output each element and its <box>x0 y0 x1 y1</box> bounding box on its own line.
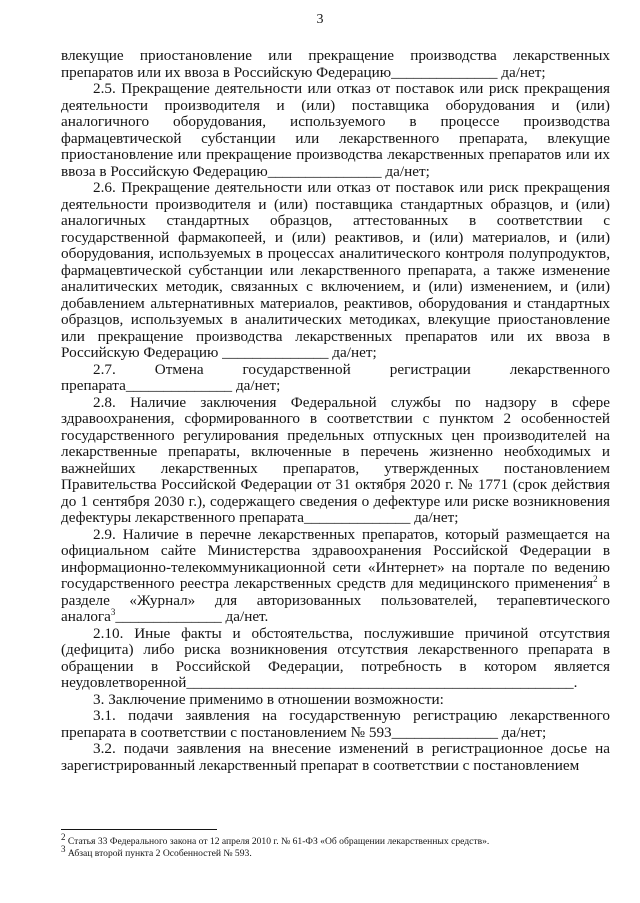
page-number: 3 <box>316 12 324 27</box>
footnote-ref-3: 3 <box>110 606 116 617</box>
footnote-2-text: Статья 33 Федерального закона от 12 апреля 2010 г. № 61-ФЗ «Об обращении лекарственных средств». <box>65 836 490 847</box>
footnotes <box>61 831 610 859</box>
paragraph-2-5: 2.5. Прекращение деятельности или отказ от поставок или риск прекращения деятельности производителя и (или) поставщика оборудования и (или) аналогичного оборудования, используемого в процессе производства фармацевтической субстанции или лекарственного препарата, влекущие приостановление или прекращение производства лекарственных препаратов или их ввоза в Российскую Федерацию_______________ да/нет; <box>61 80 610 180</box>
paragraph-2-10: 2.10. Иные факты и обстоятельства, послужившие причиной отсутствия (дефицита) либо риска возникновения отсутствия лекарственного препарата в обращении в Российской Федерации, потребность в котором является неудовлетворенной___________________________________________________. <box>61 624 610 691</box>
paragraph-2-9-text: 2.9. Наличие в перечне лекарственных препаратов, который размещается на официальном сайте Министерства здравоохранения Российской Федерации в информационно-телекоммуникационной сети «Интернет» на портале по ведению государственного реестра лекарственных средств для медицинского применения <box>61 525 610 592</box>
paragraph-3-1: 3.1. подачи заявления на государственную регистрацию лекарственного препарата в соответствии с постановлением № 593______________ да/нет; <box>61 707 610 741</box>
paragraph-3-2: 3.2. подачи заявления на внесение изменений в регистрационное досье на зарегистрированный лекарственный препарат в соответствии с постановлением <box>61 740 610 774</box>
paragraph-2-9-tail2: ______________ да/нет. <box>115 608 269 625</box>
paragraph-2-9-tail: в разделе «Журнал» для авторизованных пользователей, терапевтического аналога <box>61 575 610 625</box>
footnote-3 <box>61 843 610 860</box>
paragraph-2-8: 2.8. Наличие заключения Федеральной службы по надзору в сфере здравоохранения, сформированного в соответствии с пунктом 2 особенностей государственного регулирования предельных отпускных цен производителей на лекарственные препараты, включенные в перечень жизненно необходимых и важнейших лекарственных препаратов, утвержденных постановлением Правительства Российской Федерации от 31 октября 2020 г. № 1771 (срок действия до 1 сентября 2030 г.), содержащего сведения о дефектуре или риске возникновения дефектуры лекарственного препарата______________ да/нет; <box>61 393 610 526</box>
document-body <box>61 48 610 774</box>
footnote-2 <box>61 831 610 848</box>
paragraph-2-6: 2.6. Прекращение деятельности или отказ от поставок или риск прекращения деятельности производителя и (или) поставщика стандартных образцов, и (или) аналогичных стандартных образцов, аттестованных в соответствии с государственной фармакопеей, и (или) реактивов, и (или) материалов, и (или) оборудования, используемых в процессах аналитического контроля полупродуктов, фармацевтической субстанции или лекарственного препарата, а также изменение аналитических методик, связанных с включением, и (или) изменением, и (или) добавлением альтернативных материалов, реактивов, оборудования и стандартных образцов, используемых в аналитических методиках, влекущие приостановление или прекращение производства лекарственных препаратов или их ввоза в Российскую Федерацию ______________ да/нет; <box>61 179 610 361</box>
footnote-3-text: Абзац второй пункта 2 Особенностей № 593. <box>65 847 252 859</box>
paragraph-continuation: влекущие приостановление или прекращение производства лекарственных препаратов или их ввоза в Российскую Федерацию______________ да/нет; <box>61 47 610 81</box>
footnote-ref-2: 2 <box>593 573 598 584</box>
paragraph-2-7: 2.7. Отмена государственной регистрации лекарственного препарата______________ да/нет; <box>61 360 610 394</box>
paragraph-2-9 <box>61 527 610 626</box>
paragraph-3: 3. Заключение применимо в отношении возможности: <box>93 690 444 708</box>
footnote-mark-3: 3 <box>61 843 66 854</box>
footnote-mark-2: 2 <box>61 831 66 842</box>
footnote-separator <box>61 829 217 830</box>
